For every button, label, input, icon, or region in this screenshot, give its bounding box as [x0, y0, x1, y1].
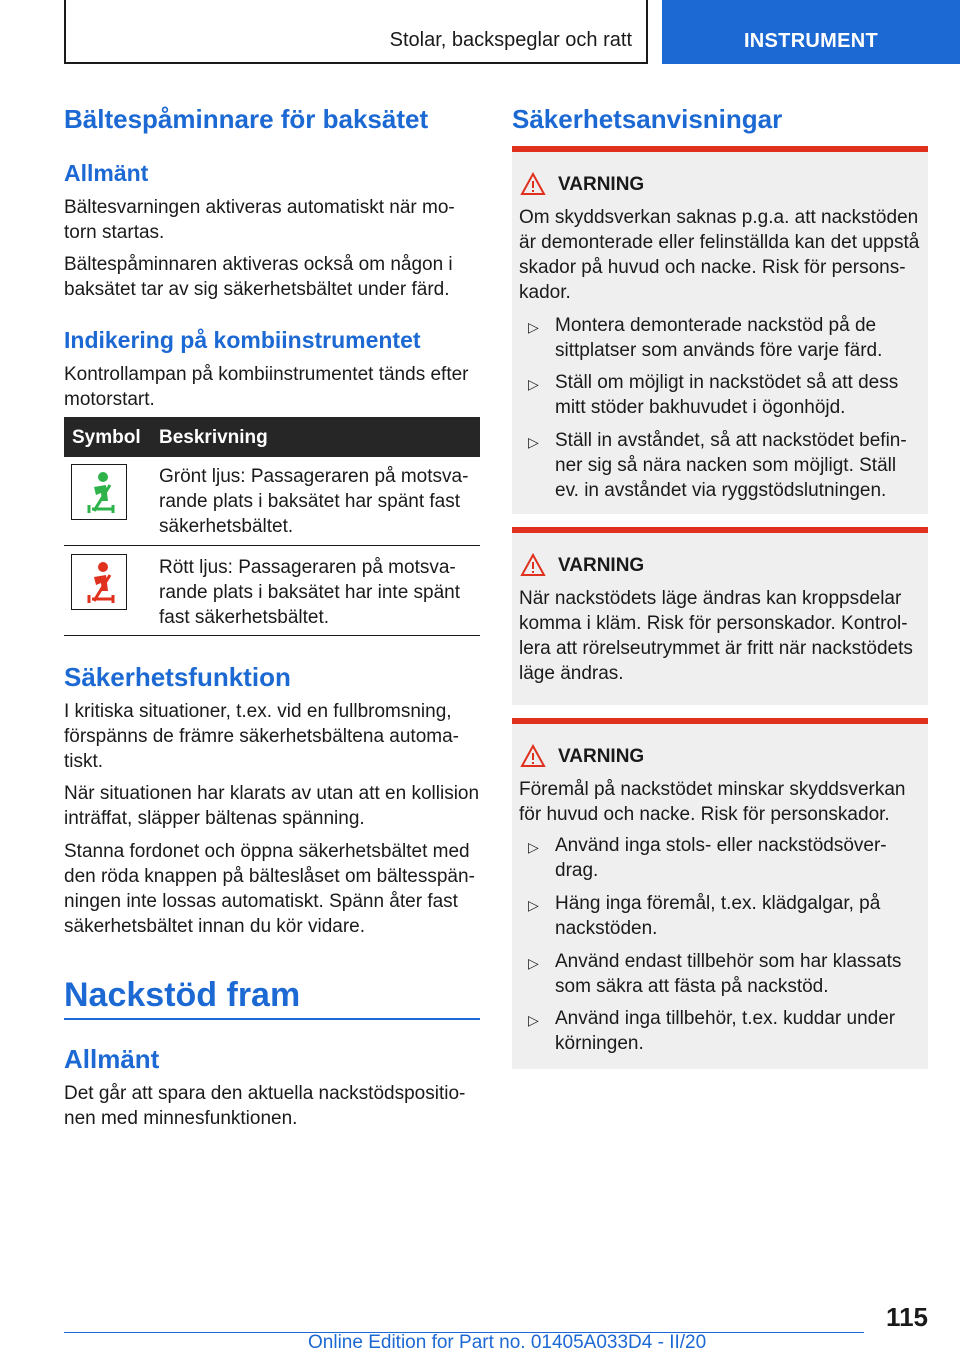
- warning-text: [519, 586, 913, 686]
- heading-underline: [64, 1018, 480, 1020]
- text-line: skador på huvud och nacke. Risk för persons-: [519, 257, 906, 278]
- text-line: torn startas.: [64, 222, 165, 243]
- warning-title: VARNING: [558, 174, 645, 195]
- warning-title: VARNING: [558, 746, 645, 767]
- page-number: 115: [886, 1302, 928, 1332]
- text-line: Kontrollampan på kombiinstrumentet tänds efter: [64, 364, 469, 385]
- text-line: När situationen har klarats av utan att en kollision: [64, 783, 480, 804]
- paragraph-pretension: [64, 699, 459, 774]
- text-line: Ställ in avståndet, så att nackstödet befin-: [555, 430, 907, 451]
- text-line: baksätet tar av sig säkerhetsbältet under färd.: [64, 279, 450, 300]
- paragraph-stop-vehicle: [64, 839, 475, 939]
- text-line: säkerhetsbältet.: [159, 516, 294, 537]
- footer-edition: Online Edition for Part no. 01405A033D4 - II/20: [308, 1332, 707, 1353]
- text-line: I kritiska situationer, t.ex. vid en fullbromsning,: [64, 701, 452, 722]
- heading-indication: Indikering på kombiinstrumentet: [64, 327, 421, 353]
- text-line: Grönt ljus: Passageraren på motsva-: [159, 466, 469, 487]
- text-line: komma i kläm. Risk för personskador. Kontrol-: [519, 613, 908, 634]
- text-line: läge ändras.: [519, 663, 624, 684]
- text-line: säkerhetsbältet innan du kör vidare.: [64, 916, 366, 937]
- text-line: inträffat, släpper bältenas spänning.: [64, 808, 365, 829]
- text-line: Använd endast tillbehör som har klassats: [555, 951, 902, 972]
- heading-front-headrest: Nackstöd fram: [64, 976, 301, 1014]
- green-seatbelt-icon: [71, 464, 127, 520]
- text-line: tiskt.: [64, 751, 104, 772]
- paragraph-release: [64, 781, 479, 831]
- bullet-marker: ▷: [528, 319, 539, 335]
- warning-bullet: [555, 949, 901, 999]
- paragraph-indicator-lamp: [64, 362, 469, 412]
- text-line: ner sig så nära nacken som möjligt. Ställ: [555, 455, 897, 476]
- text-line: Ställ om möjligt in nackstödet så att dess: [555, 372, 899, 393]
- bullet-marker: ▷: [528, 434, 539, 450]
- warning-text: [519, 205, 919, 305]
- text-line: mitt stöder bakhuvudet i ögonhöjd.: [555, 397, 846, 418]
- table-bottom-divider: [64, 635, 480, 636]
- warning-triangle-icon: [520, 744, 546, 768]
- warning-triangle-icon: [520, 172, 546, 196]
- text-line: nen med minnesfunktionen.: [64, 1108, 298, 1129]
- text-line: Stanna fordonet och öppna säkerhetsbältet med: [64, 841, 470, 862]
- text-line: är demonterade eller felinställda kan det uppstå: [519, 232, 920, 253]
- column-header-symbol: Symbol: [72, 427, 141, 448]
- text-line: lera att rörelseutrymmet är fritt när nackstödets: [519, 638, 913, 659]
- warning-title: VARNING: [558, 555, 645, 576]
- warning-box-1: [512, 146, 928, 514]
- paragraph-belt-reminder: [64, 252, 453, 302]
- bullet-marker: ▷: [528, 839, 539, 855]
- bullet-marker: ▷: [528, 897, 539, 913]
- bullet-marker: ▷: [528, 1012, 539, 1028]
- row-green-description: [159, 464, 468, 539]
- text-line: Rött ljus: Passageraren på motsva-: [159, 557, 456, 578]
- paragraph-belt-warning: [64, 195, 455, 245]
- warning-triangle-icon: [520, 553, 546, 577]
- heading-safety-notes: Säkerhetsanvisningar: [512, 104, 783, 134]
- text-line: Bältesvarningen aktiveras automatiskt när mo-: [64, 197, 455, 218]
- text-line: Montera demonterade nackstöd på de: [555, 315, 877, 336]
- text-line: körningen.: [555, 1033, 644, 1054]
- text-line: rande plats i baksätet har spänt fast: [159, 491, 461, 512]
- header-section-title: Stolar, backspeglar och ratt: [389, 29, 632, 51]
- warning-bullet: [555, 313, 882, 363]
- heading-general-2: Allmänt: [64, 1044, 160, 1074]
- text-line: kador.: [519, 282, 571, 303]
- warning-text: [519, 777, 906, 827]
- text-line: nackstöden.: [555, 918, 658, 939]
- bullet-marker: ▷: [528, 955, 539, 971]
- text-line: rande plats i baksätet har inte spänt: [159, 582, 461, 603]
- header-chapter-title: INSTRUMENT: [743, 30, 879, 52]
- text-line: som säkra att fästa på nackstöd.: [555, 976, 829, 997]
- text-line: Bältespåminnaren aktiveras också om någon i: [64, 254, 453, 275]
- text-line: förspänns de främre säkerhetsbältena automa-: [64, 726, 459, 747]
- table-row-divider: [64, 545, 480, 546]
- warning-bar: [512, 527, 928, 533]
- red-seatbelt-icon: [71, 554, 127, 610]
- text-line: ev. in avståndet via ryggstödslutningen.: [555, 480, 887, 501]
- warning-bullet: [555, 428, 907, 503]
- column-header-description: Beskrivning: [159, 427, 268, 448]
- warning-box-2: [512, 527, 928, 705]
- paragraph-memory: [64, 1081, 465, 1131]
- warning-bar: [512, 146, 928, 152]
- text-line: motorstart.: [64, 389, 155, 410]
- warning-box-3: [512, 718, 928, 1069]
- heading-safety-function: Säkerhetsfunktion: [64, 662, 291, 692]
- text-line: den röda knappen på bälteslåset om bältesspän-: [64, 866, 475, 887]
- text-line: Det går att spara den aktuella nackstödspositio-: [64, 1083, 466, 1104]
- text-line: När nackstödets läge ändras kan kroppsdelar: [519, 588, 902, 609]
- text-line: Använd inga tillbehör, t.ex. kuddar under: [555, 1008, 896, 1029]
- text-line: drag.: [555, 860, 599, 881]
- row-red-description: [159, 555, 460, 630]
- text-line: sittplatser som används före varje färd.: [555, 340, 883, 361]
- text-line: fast säkerhetsbältet.: [159, 607, 330, 628]
- table-header: [64, 417, 480, 457]
- heading-belt-reminder: Bältespåminnare för baksätet: [64, 104, 429, 134]
- text-line: Föremål på nackstödet minskar skyddsverkan: [519, 779, 906, 800]
- warning-bullet: [555, 370, 898, 420]
- warning-bar: [512, 718, 928, 724]
- text-line: Om skyddsverkan saknas p.g.a. att nackstöden: [519, 207, 919, 228]
- heading-general: Allmänt: [64, 160, 149, 186]
- bullet-marker: ▷: [528, 376, 539, 392]
- warning-bullet: [555, 891, 880, 941]
- text-line: för huvud och nacke. Risk för personskador.: [519, 804, 890, 825]
- warning-bullet: [555, 833, 887, 883]
- text-line: ningen inte lossas automatiskt. Spänn åter fast: [64, 891, 458, 912]
- header-chapter-tab: [662, 0, 960, 64]
- header-section-tab: [64, 0, 648, 64]
- text-line: Häng inga föremål, t.ex. klädgalgar, på: [555, 893, 881, 914]
- warning-bullet: [555, 1006, 895, 1056]
- text-line: Använd inga stols- eller nackstödsöver-: [555, 835, 887, 856]
